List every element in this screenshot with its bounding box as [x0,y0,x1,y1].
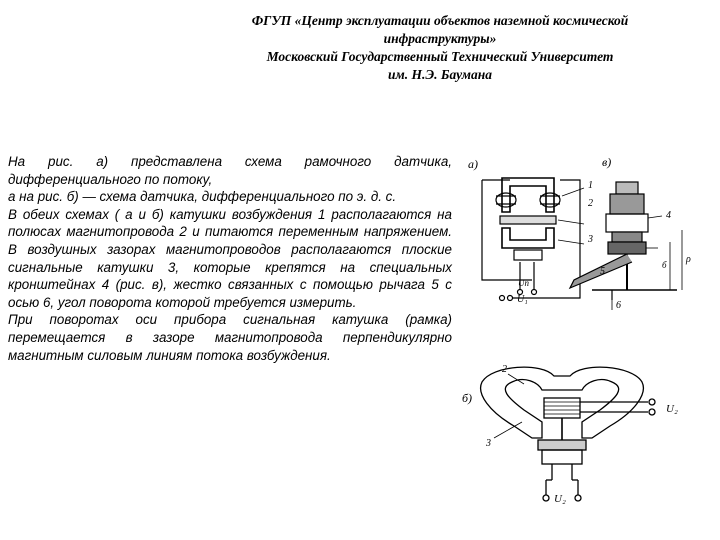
label-a: а) [468,157,478,171]
header-line-1: ФГУП «Центр эксплуатации объектов наземной космической [251,13,629,28]
document-header [200,12,680,84]
label-b: б [662,260,667,270]
diagram-v [570,155,691,311]
label-5-v: 5 [600,266,605,277]
label-u2-right: U₂ [666,403,678,415]
paragraph-4: При поворотах оси прибора сигнальная катушка (рамка) перемещается в зазоре магнитопровода перпендикулярно магнитным силовым линиям потока возбуждения. [8,312,452,363]
paragraph-2: а на рис. б) — схема датчика, дифференциального по э. д. с. [8,189,397,205]
sensor-diagrams [462,150,712,530]
label-u-pit: Uп [518,278,529,288]
label-6-v: 6 [616,300,621,311]
header-line-4: им. Н.Э. Баумана [388,67,492,82]
label-u2-bottom: U₂ [554,493,566,505]
label-2-b: 2 [502,364,507,375]
label-b-diagram: б) [462,391,473,405]
label-u1: U₁ [517,294,528,305]
label-3-a: 3 [588,234,593,245]
paragraph-3: В обеих схемах ( а и б) катушки возбуждения 1 располагаются на полюсах магнитопровода 2 и питаются переменным напряжением. В воздушных зазорах магнитопроводов располагаются плоские сигнальные катушки 3, которые крепятся на специальных кронштейнах 4 (рис. в), жестко связанных с помощью рычага 5 с осью 6, угол поворота которой требуется измерить. [8,206,452,310]
sensor-diagrams-svg [462,150,712,530]
header-line-3: Московский Государственный Технический Университет [266,49,614,64]
label-2-a: 2 [588,198,593,209]
label-1-a: 1 [588,180,593,191]
paragraph-1: На рис. а) представлена схема рамочного датчика, дифференциального по потоку, [8,154,452,187]
label-rho: ρ [686,254,691,265]
label-v: в) [602,155,612,169]
label-3-b: 3 [486,438,491,449]
diagram-b [462,364,678,505]
header-line-2: инфраструктуры» [383,31,497,46]
label-4-v: 4 [666,210,671,221]
body-text [8,153,452,364]
